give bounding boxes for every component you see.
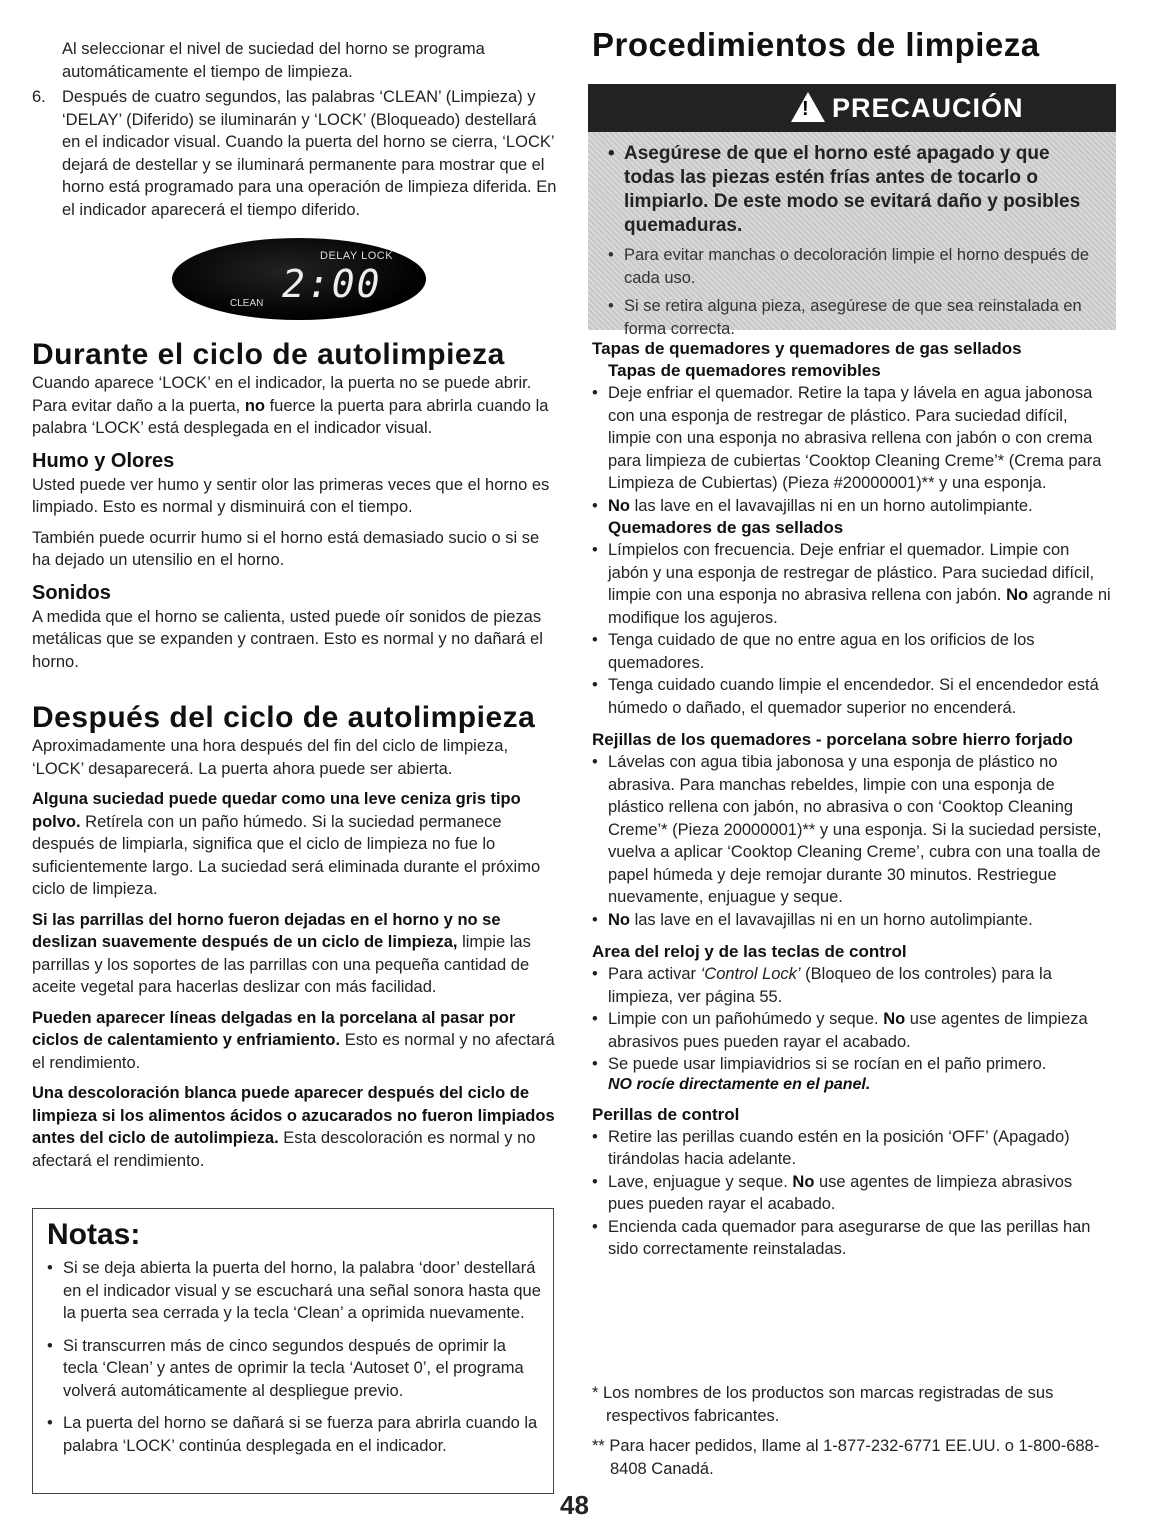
quemadores-item: • Límpielos con frecuencia. Deje enfriar el quemador. Limpie con jabón y una esponja de restregar de plástico. Para suciedad difícil, limpie con una esponja no abrasiva rellena con jabón. No agrande ni modifique los agujeros. [592, 539, 1112, 629]
heading-tapas: Tapas de quemadores y quemadores de gas sellados [592, 339, 1022, 358]
caution-item: • Asegúrese de que el horno esté apagado y que todas las piezas estén frías antes de tocarlo o limpiarlo. De este modo se evitará daño y posibles quemaduras. [608, 142, 1098, 238]
heading-rejillas: Rejillas de los quemadores - porcelana sobre hierro forjado [592, 730, 1073, 749]
rejillas-item: • No las lave en el lavavajillas ni en un horno autolimpiante. [592, 909, 1112, 932]
heading-humo: Humo y Olores [32, 449, 175, 472]
heading-sonidos: Sonidos [32, 581, 111, 604]
rejillas-list [592, 751, 1112, 931]
footnote-orders: ** Para hacer pedidos, llame al 1-877-232-6771 EE.UU. o 1-800-688-8408 Canadá. [592, 1437, 1100, 1478]
humo-paragraph-2: También puede ocurrir humo si el horno está demasiado sucio o si se ha dejado un utensilio en el horno. [32, 528, 540, 569]
perillas-item: • Retire las perillas cuando estén en la posición ‘OFF’ (Apagado) tirándolas hacia adelante. [592, 1126, 1112, 1171]
rejillas-item: • Lávelas con agua tibia jabonosa y una esponja de plástico no abrasiva. Para manchas rebeldes, limpie con una esponja de plástico rellena con jabón, no abrasiva o con ‘Cooktop Cleaning Creme’* (Pieza 20000001)** y una esponja. Si la suciedad persiste, vuelva a aplicar ‘Cooktop Cleaning Creme’, cubra con una toalla de papel húmeda y deje remojar durante 30 minutos. Restriegue nuevamente, enjuague y seque. [592, 751, 1112, 909]
heading-despues: Después del ciclo de autolimpieza [32, 701, 536, 734]
reloj-list [592, 963, 1112, 1076]
caution-bar [588, 84, 1116, 132]
ceniza-paragraph: Alguna suciedad puede quedar como una leve ceniza gris tipo polvo. Retírela con un paño húmedo. Si la suciedad permanece después de limpiarla, significa que el ciclo de limpieza no fue lo suficientemente largo. La suciedad será eliminada durante el próximo ciclo de limpieza. [32, 790, 541, 898]
notas-box [32, 1208, 554, 1494]
right-header [592, 28, 1112, 62]
subheading-quemadores: Quemadores de gas sellados [608, 518, 844, 537]
perillas-item: • Lave, enjuague y seque. No use agentes de limpieza abrasivos pues pueden rayar el acabado. [592, 1171, 1112, 1216]
reloj-item: • Para activar ‘Control Lock’ (Bloqueo de los controles) para la limpieza, ver página 55. [592, 963, 1112, 1008]
quemadores-item: • Tenga cuidado cuando limpie el encendedor. Si el encendedor está húmedo o dañado, el quemador superior no encenderá. [592, 674, 1112, 719]
caution-item: • Para evitar manchas o decoloración limpie el horno después de cada uso. [608, 244, 1098, 289]
step-6-text: Después de cuatro segundos, las palabras ‘CLEAN’ (Limpieza) y ‘DELAY’ (Diferido) se iluminarán y ‘LOCK’ (Bloqueado) destellará en el indicador visual. Cuando la puerta del horno se cierra, ‘LOCK’ dejará de destellar y se iluminará permanente para mostrar que el horno está programado para una operación de limpieza diferida. En el indicador aparecerá el tiempo diferido. [62, 88, 557, 219]
lineas-paragraph: Pueden aparecer líneas delgadas en la porcelana al pasar por ciclos de calentamiento y enfriamiento. Esto es normal y no afectará el rendimiento. [32, 1008, 555, 1072]
nota-item: • La puerta del horno se dañará si se fuerza para abrirla cuando la palabra ‘LOCK’ continúa desplegada en el indicador. [47, 1412, 541, 1457]
step-number: 6. [32, 88, 46, 106]
display-delay-lock: DELAY LOCK [320, 250, 394, 262]
tapas-item: • Deje enfriar el quemador. Retire la tapa y lávela en agua jabonosa con una esponja de restregar de plástico. Para suciedad difícil, limpie con una esponja no abrasiva rellena con jabón o con crema para limpieza de cubiertas ‘Cooktop Cleaning Creme’* (Crema para Limpieza de Cubiertas) (Pieza #20000001)** y una esponja. [592, 382, 1112, 495]
descoloracion-paragraph: Una descoloración blanca puede aparecer después del ciclo de limpieza si los alimentos ácidos o azucarados no fueron limpiados antes del ciclo de autolimpieza. Esta descoloración es normal y no afectará el rendimiento. [32, 1084, 555, 1170]
notas-title: Notas: [47, 1218, 141, 1251]
caution-item: • Si se retira alguna pieza, asegúrese de que sea reinstalada en forma correcta. [608, 295, 1098, 340]
step-6-paragraph [32, 86, 558, 221]
humo-paragraph-1: Usted puede ver humo y sentir olor las primeras veces que el horno es limpiado. Esto es normal y disminuirá con el tiempo. [32, 475, 550, 516]
perillas-item: • Encienda cada quemador para asegurarse de que las perillas han sido correctamente reinstaladas. [592, 1216, 1112, 1261]
left-lower [32, 338, 558, 1172]
display-time: 2:00 [282, 262, 382, 306]
footnotes [592, 1382, 1112, 1480]
nota-item: • Si transcurren más de cinco segundos después de oprimir la tecla ‘Clean’ y antes de oprimir la tecla ‘Autoset 0’, el programa volverá automáticamente al despliegue previo. [47, 1335, 541, 1403]
page-number: 48 [560, 1490, 589, 1520]
reloj-item: • Se puede usar limpiavidrios si se rocían en el paño primero. [592, 1053, 1112, 1076]
parrillas-paragraph: Si las parrillas del horno fueron dejadas en el horno y no se deslizan suavemente después de un ciclo de limpieza, limpie las parrillas y los soportes de las parrillas con una pequeña cantidad de aceite vegetal para hacerlas deslizar con más facilidad. [32, 910, 531, 996]
heading-durante: Durante el ciclo de autolimpieza [32, 338, 505, 371]
page-title: Procedimientos de limpieza [592, 26, 1040, 63]
caution-label: PRECAUCIÓN [832, 93, 1024, 123]
exclamation-icon: ! [802, 98, 809, 120]
subheading-tapas-removibles: Tapas de quemadores removibles [608, 361, 881, 380]
caution-list [608, 142, 1098, 340]
reloj-item: • Limpie con un pañohúmedo y seque. No use agentes de limpieza abrasivos pues pueden rayar el acabado. [592, 1008, 1112, 1053]
tapas-item: • No las lave en el lavavajillas ni en un horno autolimpiante. [592, 495, 1112, 518]
perillas-list [592, 1126, 1112, 1261]
tapas-list [592, 382, 1112, 517]
notas-list [33, 1257, 553, 1457]
footnote-trademarks: * Los nombres de los productos son marcas registradas de sus respectivos fabricantes. [592, 1384, 1054, 1425]
nota-item: • Si se deja abierta la puerta del horno, la palabra ‘door’ destellará en el indicador visual y se escuchará una señal sonora hasta que la puerta sea cerrada y la tecla ‘Clean’ a oprimida nuevamente. [47, 1257, 541, 1325]
sonidos-paragraph: A medida que el horno se calienta, usted puede oír sonidos de piezas metálicas que se expanden y contraen. Esto es normal y no dañará el horno. [32, 607, 543, 671]
caution-banner [588, 84, 1116, 338]
heading-perillas: Perillas de control [592, 1104, 740, 1124]
durante-paragraph: Cuando aparece ‘LOCK’ en el indicador, la puerta no se puede abrir. Para evitar daño a la puerta, no fuerce la puerta para abrirla cuando la palabra ‘LOCK’ está desplegada en el indicador visual. [32, 374, 549, 437]
right-lower [592, 338, 1112, 1261]
reloj-note: NO rocíe directamente en el panel. [608, 1075, 871, 1093]
quemadores-item: • Tenga cuidado de que no entre agua en los orificios de los quemadores. [592, 629, 1112, 674]
despues-paragraph: Aproximadamente una hora después del fin del ciclo de limpieza, ‘LOCK’ desaparecerá. La puerta ahora puede ser abierta. [32, 737, 509, 778]
quemadores-list [592, 539, 1112, 719]
intro-paragraph: Al seleccionar el nivel de suciedad del horno se programa automáticamente el tiempo de limpieza. [62, 40, 485, 81]
display-clean: CLEAN [230, 298, 264, 309]
oven-display [172, 238, 426, 320]
heading-reloj: Area del reloj y de las teclas de control [592, 942, 907, 961]
